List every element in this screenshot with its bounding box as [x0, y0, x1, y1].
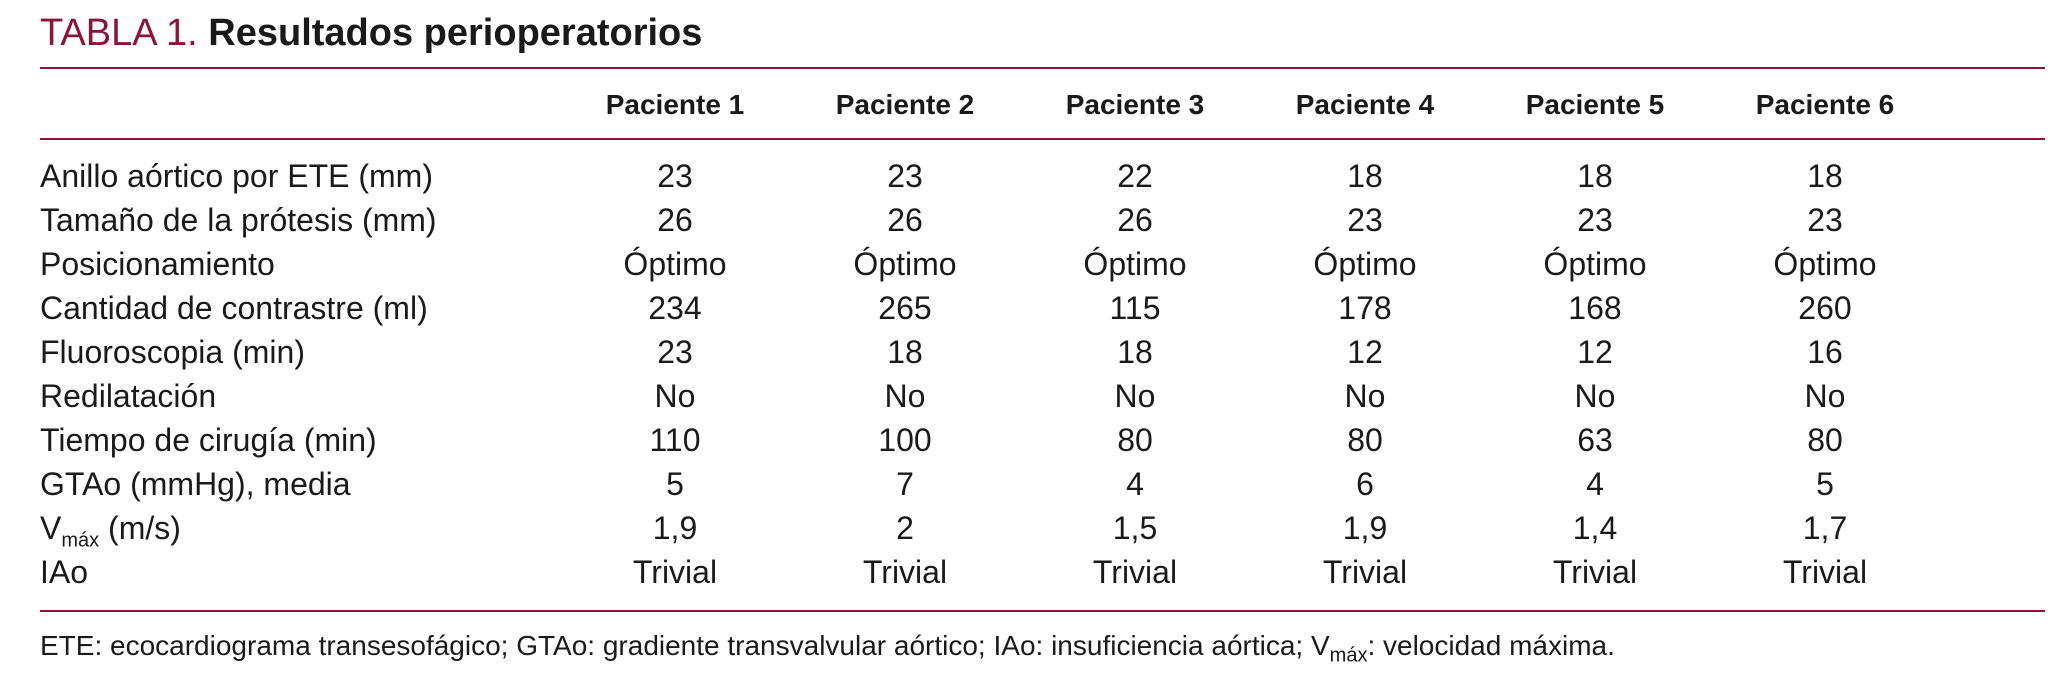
table-row — [40, 418, 1940, 462]
cell-value: No — [1344, 378, 1386, 414]
cell-value: 23 — [657, 158, 693, 194]
cell-value: 4 — [1126, 466, 1144, 502]
cell-value: Óptimo — [1773, 246, 1877, 282]
cell-value: 1,5 — [1112, 510, 1158, 546]
vmax-unit: (m/s) — [99, 510, 181, 546]
bottom-rule — [40, 610, 2045, 612]
row-label-vmax — [40, 506, 560, 550]
cell-value: Trivial — [862, 554, 948, 590]
row-label: IAo — [40, 554, 89, 590]
header-patient-6: Paciente 6 — [1755, 89, 1895, 120]
cell-value: Trivial — [1782, 554, 1868, 590]
header-patient-3: Paciente 3 — [1065, 89, 1205, 120]
cell-value: 1,7 — [1802, 510, 1848, 546]
table-row — [40, 550, 1940, 594]
row-label: Fluoroscopia (min) — [40, 334, 305, 370]
cell-value: Óptimo — [623, 246, 727, 282]
cell-value: No — [1114, 378, 1156, 414]
row-label: Redilatación — [40, 378, 217, 414]
table-row — [40, 286, 1940, 330]
cell-value: 23 — [1807, 202, 1843, 238]
table-footnote — [40, 626, 1615, 666]
cell-value: 2 — [896, 510, 914, 546]
row-label: Tiempo de cirugía (min) — [40, 422, 377, 458]
cell-value: Óptimo — [1313, 246, 1417, 282]
cell-value: Trivial — [1092, 554, 1178, 590]
cell-value: Trivial — [1552, 554, 1638, 590]
cell-value: 23 — [887, 158, 923, 194]
cell-value: 18 — [1807, 158, 1843, 194]
cell-value: 26 — [887, 202, 923, 238]
footnote-text: ETE: ecocardiograma transesofágico; GTAo: gradiente transvalvular aórtico; IAo: insuficiencia aórtica; V — [40, 630, 1330, 661]
cell-value: 18 — [1347, 158, 1383, 194]
row-label: GTAo (mmHg), media — [40, 466, 351, 502]
cell-value: No — [1574, 378, 1616, 414]
cell-value: 265 — [878, 290, 932, 326]
table-row — [40, 198, 1940, 242]
cell-value: 260 — [1798, 290, 1852, 326]
row-label: Cantidad de contrastre (ml) — [40, 290, 428, 326]
header-patient-4: Paciente 4 — [1295, 89, 1435, 120]
cell-value: 18 — [1577, 158, 1613, 194]
table-row — [40, 462, 1940, 506]
cell-value: 16 — [1807, 334, 1843, 370]
cell-value: 22 — [1117, 158, 1153, 194]
table-title-text: Resultados perioperatorios — [208, 12, 703, 54]
table-row — [40, 374, 1940, 418]
cell-value: Trivial — [1322, 554, 1408, 590]
footnote-subscript: máx — [1329, 644, 1368, 667]
table-title — [40, 8, 702, 58]
cell-value: 4 — [1586, 466, 1604, 502]
table-number-label: TABLA 1. — [40, 12, 198, 54]
cell-value: 26 — [1117, 202, 1153, 238]
cell-value: 1,4 — [1572, 510, 1618, 546]
cell-value: 23 — [657, 334, 693, 370]
cell-value: 23 — [1347, 202, 1383, 238]
header-patient-1: Paciente 1 — [605, 89, 745, 120]
table-row — [40, 154, 1940, 198]
row-label: Tamaño de la prótesis (mm) — [40, 202, 437, 238]
cell-value: 26 — [657, 202, 693, 238]
cell-value: 1,9 — [652, 510, 698, 546]
cell-value: 100 — [878, 422, 932, 458]
table-row — [40, 330, 1940, 374]
cell-value: 178 — [1338, 290, 1392, 326]
footnote-text-end: : velocidad máxima. — [1367, 630, 1615, 661]
cell-value: 80 — [1117, 422, 1153, 458]
cell-value: 5 — [1816, 466, 1834, 502]
cell-value: 12 — [1577, 334, 1613, 370]
vmax-symbol: V — [40, 510, 62, 546]
top-rule — [40, 67, 2045, 69]
cell-value: Trivial — [632, 554, 718, 590]
cell-value: 234 — [648, 290, 702, 326]
cell-value: 5 — [666, 466, 684, 502]
cell-value: Óptimo — [853, 246, 957, 282]
cell-value: No — [1804, 378, 1846, 414]
cell-value: 115 — [1109, 290, 1161, 326]
cell-value: 168 — [1568, 290, 1622, 326]
cell-value: No — [654, 378, 696, 414]
cell-value: Óptimo — [1543, 246, 1647, 282]
row-label: Anillo aórtico por ETE (mm) — [40, 158, 433, 194]
cell-value: 18 — [1117, 334, 1153, 370]
cell-value: 18 — [887, 334, 923, 370]
cell-value: 80 — [1347, 422, 1383, 458]
cell-value: 12 — [1347, 334, 1383, 370]
cell-value: 110 — [649, 422, 701, 458]
cell-value: Óptimo — [1083, 246, 1187, 282]
cell-value: 1,9 — [1342, 510, 1388, 546]
cell-value: 63 — [1577, 422, 1613, 458]
cell-value: 6 — [1356, 466, 1374, 502]
header-patient-5: Paciente 5 — [1525, 89, 1665, 120]
cell-value: 80 — [1807, 422, 1843, 458]
header-corner — [40, 82, 560, 128]
header-patient-2: Paciente 2 — [835, 89, 975, 120]
row-label: Posicionamiento — [40, 246, 275, 282]
header-row — [40, 82, 1940, 128]
table-row — [40, 242, 1940, 286]
table-row — [40, 506, 1940, 550]
cell-value: 23 — [1577, 202, 1613, 238]
cell-value: No — [884, 378, 926, 414]
vmax-subscript: máx — [61, 529, 100, 552]
cell-value: 7 — [896, 466, 914, 502]
results-table — [40, 82, 1940, 594]
